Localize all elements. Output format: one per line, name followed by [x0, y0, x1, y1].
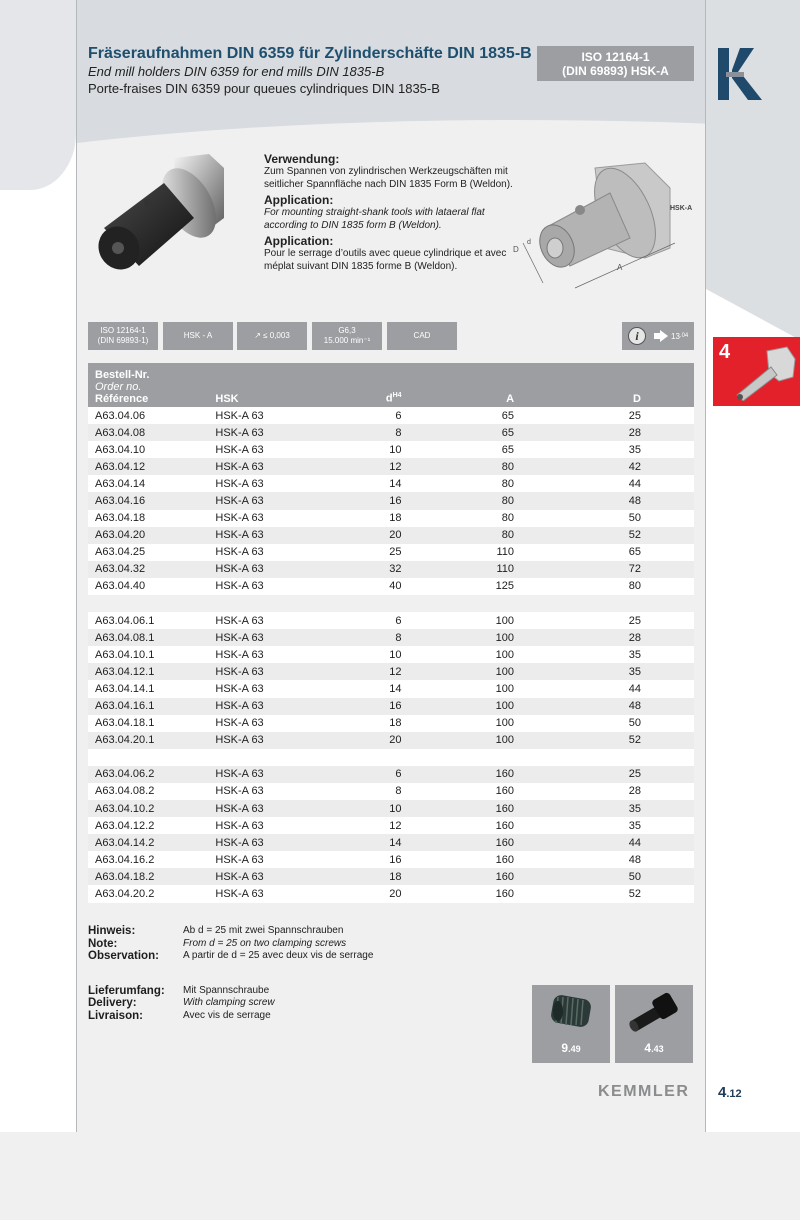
- brand-name: KEMMLER: [598, 1083, 690, 1100]
- feature-balance-line1: G6,3: [338, 326, 356, 335]
- cell-a: 100: [402, 646, 514, 663]
- cell-d: 6: [343, 407, 402, 424]
- standard-badge: [537, 46, 694, 81]
- cell-order-no: A63.04.08.2: [88, 783, 215, 800]
- cell-order-no: A63.04.18: [88, 510, 215, 527]
- cell-a: 80: [402, 458, 514, 475]
- arrow-right-icon: [660, 330, 668, 342]
- table-row: [88, 885, 694, 902]
- page-title-block: [88, 44, 532, 97]
- cell-order-no: A63.04.20.1: [88, 732, 215, 749]
- cell-hsk: HSK-A 63: [215, 834, 342, 851]
- cell-D: 35: [514, 800, 694, 817]
- usage-heading-fr: Application:: [264, 234, 334, 248]
- accessory-set-screw[interactable]: [532, 985, 610, 1063]
- usage-heading-de: Verwendung:: [264, 152, 340, 166]
- cell-D: 52: [514, 732, 694, 749]
- cell-d: 16: [343, 851, 402, 868]
- usage-section: [264, 152, 514, 275]
- accessory-set-screw-ref-sub: .49: [568, 1044, 581, 1054]
- info-reference-button[interactable]: [622, 322, 694, 350]
- cell-d: 8: [343, 783, 402, 800]
- cell-hsk: HSK-A 63: [215, 544, 342, 561]
- table-row: [88, 629, 694, 646]
- cell-a: 80: [402, 527, 514, 544]
- delivery-de-label: Lieferumfang:: [88, 984, 165, 997]
- cell-order-no: A63.04.18.2: [88, 868, 215, 885]
- usage-heading-en: Application:: [264, 193, 334, 207]
- cell-d: 14: [343, 680, 402, 697]
- set-screw-icon: [546, 991, 596, 1031]
- cell-hsk: HSK-A 63: [215, 561, 342, 578]
- feature-runout[interactable]: [237, 322, 307, 350]
- page-title-en: End mill holders DIN 6359 for end mills DIN 1835-B: [88, 64, 385, 79]
- cell-D: 50: [514, 868, 694, 885]
- cell-d: 20: [343, 885, 402, 902]
- cell-hsk: HSK-A 63: [215, 441, 342, 458]
- cell-D: 28: [514, 424, 694, 441]
- cell-a: 80: [402, 475, 514, 492]
- page-title-fr: Porte-fraises DIN 6359 pour queues cylindriques DIN 1835-B: [88, 81, 440, 96]
- feature-standard[interactable]: [88, 322, 158, 350]
- accessory-set-screw-ref: [532, 1041, 610, 1055]
- drawing-label-D: D: [513, 245, 519, 254]
- delivery-de-text: Mit Spannschraube: [183, 984, 270, 996]
- usage-text-de: Zum Spannen von zylindrischen Werkzeugschäften mit seitlicher Spannfläche nach DIN 1835 Form B (Weldon).: [264, 166, 513, 190]
- cell-d: 18: [343, 510, 402, 527]
- cell-a: 160: [402, 885, 514, 902]
- cell-order-no: A63.04.12.2: [88, 817, 215, 834]
- cell-order-no: A63.04.14: [88, 475, 215, 492]
- table-row: [88, 561, 694, 578]
- cell-hsk: HSK-A 63: [215, 783, 342, 800]
- cell-order-no: A63.04.06.2: [88, 766, 215, 783]
- cell-D: 35: [514, 646, 694, 663]
- spacer-cell: [88, 595, 694, 612]
- spacer-cell: [88, 749, 694, 766]
- delivery-en-label: Delivery:: [88, 997, 137, 1009]
- cell-a: 110: [402, 561, 514, 578]
- cell-hsk: HSK-A 63: [215, 663, 342, 680]
- cell-D: 44: [514, 834, 694, 851]
- cell-order-no: A63.04.06.1: [88, 612, 215, 629]
- cell-d: 6: [343, 612, 402, 629]
- technical-drawing-icon: [505, 148, 695, 298]
- right-rule: [705, 0, 706, 1132]
- cell-a: 110: [402, 544, 514, 561]
- delivery-fr-label: Livraison:: [88, 1009, 143, 1022]
- cell-a: 160: [402, 766, 514, 783]
- cell-d: 14: [343, 834, 402, 851]
- hint-en-label: Note:: [88, 937, 118, 950]
- feature-balance[interactable]: [312, 322, 382, 350]
- table-row: [88, 800, 694, 817]
- cell-order-no: A63.04.10: [88, 441, 215, 458]
- cell-hsk: HSK-A 63: [215, 578, 342, 595]
- table-row: [88, 407, 694, 424]
- cell-a: 100: [402, 698, 514, 715]
- cell-order-no: A63.04.14.2: [88, 834, 215, 851]
- cell-d: 10: [343, 800, 402, 817]
- cell-a: 160: [402, 800, 514, 817]
- table-row: [88, 868, 694, 885]
- cell-a: 160: [402, 783, 514, 800]
- table-row: [88, 458, 694, 475]
- cell-order-no: A63.04.16.2: [88, 851, 215, 868]
- accessory-set-screw-ref-main: 9: [561, 1041, 569, 1055]
- cell-D: 35: [514, 817, 694, 834]
- cell-d: 16: [343, 492, 402, 509]
- cell-a: 100: [402, 680, 514, 697]
- cell-order-no: A63.04.08.1: [88, 629, 215, 646]
- feature-hsk-type-label: HSK - A: [183, 331, 213, 340]
- cell-D: 25: [514, 612, 694, 629]
- standard-badge-line2: (DIN 69893) HSK-A: [562, 63, 669, 78]
- cell-hsk: HSK-A 63: [215, 612, 342, 629]
- cell-hsk: HSK-A 63: [215, 475, 342, 492]
- accessory-clamping-screw[interactable]: [615, 985, 693, 1063]
- chapter-number: 4: [719, 341, 731, 363]
- cell-d: 32: [343, 561, 402, 578]
- cell-D: 28: [514, 783, 694, 800]
- table-row: [88, 475, 694, 492]
- cell-d: 18: [343, 868, 402, 885]
- order-table: [88, 363, 694, 903]
- cell-hsk: HSK-A 63: [215, 458, 342, 475]
- cell-hsk: HSK-A 63: [215, 424, 342, 441]
- table-row: [88, 817, 694, 834]
- cell-order-no: A63.04.18.1: [88, 715, 215, 732]
- chapter-tool-icon: [727, 343, 797, 401]
- cell-hsk: HSK-A 63: [215, 851, 342, 868]
- cell-D: 42: [514, 458, 694, 475]
- hint-de-label: Hinweis:: [88, 925, 136, 937]
- info-ref-main: 13: [671, 331, 680, 341]
- table-row: [88, 544, 694, 561]
- header-d: [343, 363, 402, 407]
- table-group-spacer: [88, 595, 694, 612]
- cell-hsk: HSK-A 63: [215, 698, 342, 715]
- chapter-tab[interactable]: [713, 337, 800, 406]
- table-row: [88, 834, 694, 851]
- page-title-de: Fräseraufnahmen DIN 6359 für Zylinderschäfte DIN 1835-B: [88, 45, 532, 62]
- accessory-clamping-screw-ref-sub: .43: [651, 1044, 664, 1054]
- cell-D: 72: [514, 561, 694, 578]
- cell-D: 48: [514, 492, 694, 509]
- cell-d: 16: [343, 698, 402, 715]
- feature-hsk-type[interactable]: [163, 322, 233, 350]
- cell-a: 100: [402, 732, 514, 749]
- table-row: [88, 783, 694, 800]
- cell-hsk: HSK-A 63: [215, 680, 342, 697]
- cell-a: 65: [402, 441, 514, 458]
- cell-order-no: A63.04.16: [88, 492, 215, 509]
- delivery-en-text: With clamping screw: [183, 997, 275, 1008]
- cell-d: 20: [343, 732, 402, 749]
- table-row: [88, 612, 694, 629]
- cell-d: 18: [343, 715, 402, 732]
- cell-D: 50: [514, 715, 694, 732]
- cell-hsk: HSK-A 63: [215, 800, 342, 817]
- header-order-en: Order no.: [95, 381, 142, 393]
- table-group-spacer: [88, 749, 694, 766]
- table-row: [88, 424, 694, 441]
- delivery-fr-text: Avec vis de serrage: [183, 1009, 271, 1021]
- header-d-tolerance: H4: [392, 392, 402, 400]
- cell-order-no: A63.04.06: [88, 407, 215, 424]
- cell-a: 160: [402, 868, 514, 885]
- cell-hsk: HSK-A 63: [215, 766, 342, 783]
- cell-order-no: A63.04.10.1: [88, 646, 215, 663]
- table-row: [88, 441, 694, 458]
- hint-fr-label: Observation:: [88, 950, 159, 962]
- table-row: [88, 680, 694, 697]
- accessory-clamping-screw-ref-main: 4: [644, 1041, 652, 1055]
- cell-order-no: A63.04.16.1: [88, 698, 215, 715]
- header-order-de: Bestell-Nr.: [95, 369, 150, 381]
- cell-D: 28: [514, 629, 694, 646]
- cell-a: 80: [402, 492, 514, 509]
- cell-a: 125: [402, 578, 514, 595]
- cell-a: 80: [402, 510, 514, 527]
- drawing-label-A: A: [617, 263, 623, 272]
- usage-text-en: For mounting straight-shank tools with lataeral flat according to DIN 1835 form B (Weldon).: [264, 207, 485, 231]
- cell-order-no: A63.04.14.1: [88, 680, 215, 697]
- drawing-label-d: d: [527, 239, 531, 246]
- cell-order-no: A63.04.32: [88, 561, 215, 578]
- header-order-fr: Référence: [95, 393, 149, 405]
- cell-hsk: HSK-A 63: [215, 510, 342, 527]
- page-number-main: 4: [718, 1084, 727, 1101]
- cell-a: 100: [402, 612, 514, 629]
- cell-D: 25: [514, 407, 694, 424]
- info-ref-sub: .04: [679, 333, 689, 339]
- table-row: [88, 663, 694, 680]
- feature-standard-line2: (DIN 69893-1): [97, 336, 149, 345]
- cell-a: 65: [402, 407, 514, 424]
- cell-a: 160: [402, 817, 514, 834]
- cell-order-no: A63.04.10.2: [88, 800, 215, 817]
- kemmler-k-logo-icon: [718, 48, 762, 100]
- table-row: [88, 851, 694, 868]
- cell-hsk: HSK-A 63: [215, 868, 342, 885]
- page-number: [718, 1084, 742, 1101]
- cell-d: 12: [343, 458, 402, 475]
- cell-order-no: A63.04.40: [88, 578, 215, 595]
- cell-D: 35: [514, 663, 694, 680]
- cell-hsk: HSK-A 63: [215, 629, 342, 646]
- cell-hsk: HSK-A 63: [215, 732, 342, 749]
- cell-D: 25: [514, 766, 694, 783]
- cell-D: 48: [514, 851, 694, 868]
- cell-D: 35: [514, 441, 694, 458]
- cell-a: 100: [402, 663, 514, 680]
- cell-hsk: HSK-A 63: [215, 407, 342, 424]
- header-a: A: [402, 363, 514, 407]
- feature-cad-label: CAD: [413, 331, 431, 340]
- cell-d: 25: [343, 544, 402, 561]
- header-order-no: [88, 363, 215, 407]
- cell-D: 44: [514, 680, 694, 697]
- cell-hsk: HSK-A 63: [215, 492, 342, 509]
- product-photo-icon: [84, 148, 244, 270]
- cell-order-no: A63.04.08: [88, 424, 215, 441]
- table-row: [88, 492, 694, 509]
- info-icon: i: [628, 327, 646, 345]
- table-row: [88, 766, 694, 783]
- table-row: [88, 698, 694, 715]
- feature-balance-line2: 15.000 min⁻¹: [323, 336, 371, 345]
- cell-D: 80: [514, 578, 694, 595]
- cell-D: 44: [514, 475, 694, 492]
- clamping-screw-icon: [625, 991, 683, 1035]
- left-rule: [76, 0, 77, 1132]
- cell-a: 160: [402, 834, 514, 851]
- notes-section: [88, 925, 373, 1022]
- usage-text-fr: Pour le serrage d’outils avec queue cylindrique et avec méplat suivant DIN 1835 forme B (Weldon).: [264, 248, 507, 272]
- cell-order-no: A63.04.20: [88, 527, 215, 544]
- cell-d: 20: [343, 527, 402, 544]
- table-row: [88, 578, 694, 595]
- hint-en-text: From d = 25 on two clamping screws: [183, 937, 347, 949]
- cell-d: 12: [343, 663, 402, 680]
- cell-d: 40: [343, 578, 402, 595]
- cell-d: 14: [343, 475, 402, 492]
- table-row: [88, 715, 694, 732]
- feature-standard-line1: ISO 12164-1: [100, 326, 146, 335]
- cell-D: 65: [514, 544, 694, 561]
- cell-hsk: HSK-A 63: [215, 817, 342, 834]
- header-D: D: [514, 363, 694, 407]
- drawing-label-hsk: HSK-A: [670, 205, 693, 212]
- hint-de-text: Ab d = 25 mit zwei Spannschrauben: [183, 925, 344, 936]
- cell-order-no: A63.04.12.1: [88, 663, 215, 680]
- cell-d: 10: [343, 646, 402, 663]
- accessory-clamping-screw-ref: [615, 1041, 693, 1055]
- header-hsk: HSK: [215, 363, 342, 407]
- table-body: [88, 407, 694, 903]
- cell-order-no: A63.04.20.2: [88, 885, 215, 902]
- cell-order-no: A63.04.12: [88, 458, 215, 475]
- cell-d: 10: [343, 441, 402, 458]
- cell-D: 52: [514, 527, 694, 544]
- cell-d: 8: [343, 629, 402, 646]
- standard-badge-line1: ISO 12164-1: [581, 49, 650, 64]
- cell-D: 52: [514, 885, 694, 902]
- hint-fr-text: A partir de d = 25 avec deux vis de serrage: [183, 950, 374, 961]
- cell-hsk: HSK-A 63: [215, 646, 342, 663]
- feature-runout-label: ↗ ≤ 0,003: [254, 331, 290, 340]
- cell-a: 65: [402, 424, 514, 441]
- feature-cad[interactable]: [387, 322, 457, 350]
- table-header-row: [88, 363, 694, 407]
- cell-d: 12: [343, 817, 402, 834]
- cell-order-no: A63.04.25: [88, 544, 215, 561]
- cell-D: 48: [514, 698, 694, 715]
- table-row: [88, 527, 694, 544]
- cell-d: 8: [343, 424, 402, 441]
- cell-a: 160: [402, 851, 514, 868]
- cell-hsk: HSK-A 63: [215, 715, 342, 732]
- cell-hsk: HSK-A 63: [215, 885, 342, 902]
- table-row: [88, 510, 694, 527]
- cell-a: 100: [402, 629, 514, 646]
- cell-hsk: HSK-A 63: [215, 527, 342, 544]
- table-row: [88, 732, 694, 749]
- page-number-sub: .12: [726, 1088, 742, 1100]
- cell-D: 50: [514, 510, 694, 527]
- header-d-label: d: [385, 393, 393, 405]
- table-row: [88, 646, 694, 663]
- cell-a: 100: [402, 715, 514, 732]
- left-margin-shade: [0, 0, 76, 190]
- cell-d: 6: [343, 766, 402, 783]
